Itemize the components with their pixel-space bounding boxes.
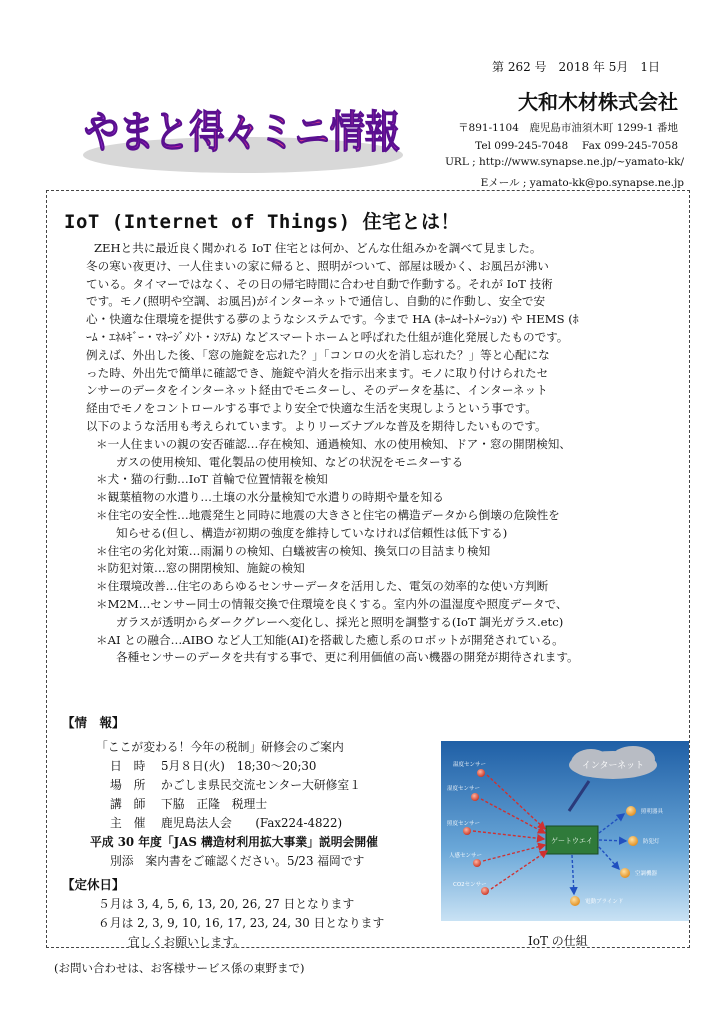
jas-note: 別添 案内書をご確認ください。5/23 福岡です	[110, 854, 365, 868]
use-case-item: ＊一人住まいの親の安否確認…存在検知、通過検知、水の使用検知、ドア・窓の開閉検知、	[96, 436, 571, 451]
article-line: 心・快適な住環境を提供する夢のようなシステムです。今まで HA (ﾎｰﾑｵｰﾄﾒｰｼｮﾝ) や HEMS (ﾎ	[86, 312, 579, 327]
info-row	[96, 814, 378, 833]
article-line: 例えば、外出した後、「窓の施錠を忘れた？」「コンロの火を消し忘れた？」等と心配にな	[86, 347, 550, 362]
use-case-item: ＊住環境改善…住宅のあらゆるセンサーデータを活用した、電気の効率的な使い方判断	[96, 579, 549, 594]
diagram-caption: IoT の仕組	[528, 934, 588, 948]
sensor-label: 照度センサー	[447, 821, 481, 827]
use-case-item: ＊防犯対策…窓の開閉検知、施錠の検知	[96, 561, 305, 576]
info-section	[90, 738, 378, 871]
website-link[interactable]: URL ; http://www.synapse.ne.jp/~yamato-kk/	[445, 156, 684, 168]
jas-title: 平成 30 年度「JAS 構造材利用拡大事業」説明会開催	[90, 835, 378, 849]
article-line: ZEHと共に最近良く聞かれる IoT 住宅とは何か、どんな仕組みかを調べて見ました。	[94, 241, 542, 255]
info-value: 5月８日(火) 18;30〜20;30	[160, 759, 317, 773]
device-label: 照明器具	[641, 809, 664, 815]
article-line: ンサーのデータをインターネット経由でモニターし、そのデータを基に、インターネット	[86, 383, 548, 398]
info-row	[96, 757, 378, 776]
issue-number: 第 262 号 2018 年 5月 1日	[492, 60, 660, 74]
article-line: った時、外出先で簡単に確認でき、施錠や消火を指示出来ます。モノに取り付けられたセ	[86, 365, 549, 380]
device-label: 空調機器	[635, 871, 658, 877]
iot-diagram	[441, 741, 689, 921]
use-case-continuation: 知らせる(但し、構造が初期の強度を維持していなければ信頼性は低下する)	[116, 525, 508, 540]
closed-may: ５月は 3, 4, 5, 6, 13, 20, 26, 27 日となります	[98, 897, 355, 911]
company-address: 〒891-1104 鹿児島市油須木町 1299-1 番地	[458, 122, 678, 134]
article-line: です。モノ(照明や空調、お風呂)がインターネットで通信し、自動的に作動し、安全で安	[86, 294, 546, 309]
company-name: 大和木材株式会社	[518, 90, 678, 114]
masthead-text: やまと得々ミニ情報	[84, 107, 400, 158]
info-label: 日 時	[110, 759, 146, 773]
info-label: 講 師	[110, 797, 146, 811]
device-label: 電動ブラインド	[585, 899, 624, 905]
use-case-continuation: ガスの使用検知、電化製品の使用検知、などの状況をモニターする	[116, 454, 464, 469]
gateway-label: ゲートウエイ	[551, 837, 593, 845]
article-line: ｰﾑ・ｴﾈﾙｷﾞｰ・ﾏﾈｰｼﾞﾒﾝﾄ・ｼｽﾃﾑ) などスマートホームと呼ばれた仕組が進化発展したものです。	[86, 329, 569, 344]
article-line: 以下のような活用も考えられています。よりリーズナブルな普及を期待したいものです。	[86, 418, 547, 433]
use-case-item: ＊M2M…センサー同士の情報交換で住環境を良くする。室内外の温湿度や照度データで、	[96, 596, 568, 611]
device-label: 防犯灯	[643, 839, 660, 845]
tel-fax: Tel 099-245-7048 Fax 099-245-7058	[475, 140, 678, 152]
info-row	[96, 795, 378, 814]
masthead-logo	[78, 55, 408, 185]
closed-days-heading: 【定休日】	[62, 877, 125, 892]
info-heading: 【情 報】	[62, 715, 125, 730]
use-case-item: ＊観葉植物の水遣り…土壌の水分量検知で水遣りの時期や量を知る	[96, 490, 444, 505]
article-line: 経由でモノをコントロールする事でより安全で快適な生活を実現しようという事です。	[86, 401, 537, 416]
sensor-label: 湿度センサー	[447, 786, 481, 792]
info-row	[96, 776, 378, 795]
use-case-continuation: 各種センサーのデータを共有する事で、更に利用価値の高い機器の開発が期待されます。	[116, 650, 579, 665]
info-value: かごしま県民交流センター大研修室１	[160, 778, 362, 792]
article-body	[86, 240, 682, 667]
use-case-item: ＊住宅の劣化対策…雨漏りの検知、白蟻被害の検知、換気口の目詰まり検知	[96, 543, 491, 558]
closed-days	[98, 895, 384, 952]
sensor-label: 温度センサー	[453, 762, 487, 768]
use-case-item: ＊AI との融合…AIBO など人工知能(AI)を搭載した癒し系のロボットが開発されている。	[96, 632, 564, 647]
info-value: 下脇 正隆 税理士	[160, 797, 268, 811]
sensor-label: 人感センサー	[449, 853, 483, 859]
seminar-title: 「ここが変わる！今年の税制」研修会のご案内	[96, 740, 344, 754]
email-link[interactable]: Eメール ; yamato-kk@po.synapse.ne.jp	[480, 177, 684, 189]
article-title: IoT (Internet of Things) 住宅とは！	[64, 211, 460, 233]
info-label: 主 催	[110, 816, 146, 830]
use-case-continuation: ガラスが透明からダークグレーへ変化し、採光と照明を調整する(IoT 調光ガラス.etc)	[116, 614, 564, 629]
use-case-item: ＊住宅の安全性…地震発生と同時に地震の大きさと住宅の構造データから倒壊の危険性を	[96, 507, 560, 522]
contact-note: (お問い合わせは、お客様サービス係の東野まで)	[54, 961, 305, 975]
sensor-label: CO2センサー	[453, 882, 487, 888]
info-label: 場 所	[110, 778, 146, 792]
article-line: 冬の寒い夜更け、一人住まいの家に帰ると、照明がついて、部屋は暖かく、お風呂が沸い	[86, 258, 549, 273]
cloud-label: インターネット	[581, 761, 645, 771]
info-value: 鹿児島法人会 (Fax224-4822)	[160, 816, 343, 830]
closed-june: ６月は 2, 3, 9, 10, 16, 17, 23, 24, 30 日となります	[98, 916, 385, 930]
closed-regards: 宜しくお願いします。	[128, 935, 246, 949]
use-case-item: ＊犬・猫の行動…IoT 首輪で位置情報を検知	[96, 472, 328, 487]
article-line: ている。タイマーではなく、その日の帰宅時間に合わせ自動で作動する。それが IoT 技術	[86, 276, 553, 291]
